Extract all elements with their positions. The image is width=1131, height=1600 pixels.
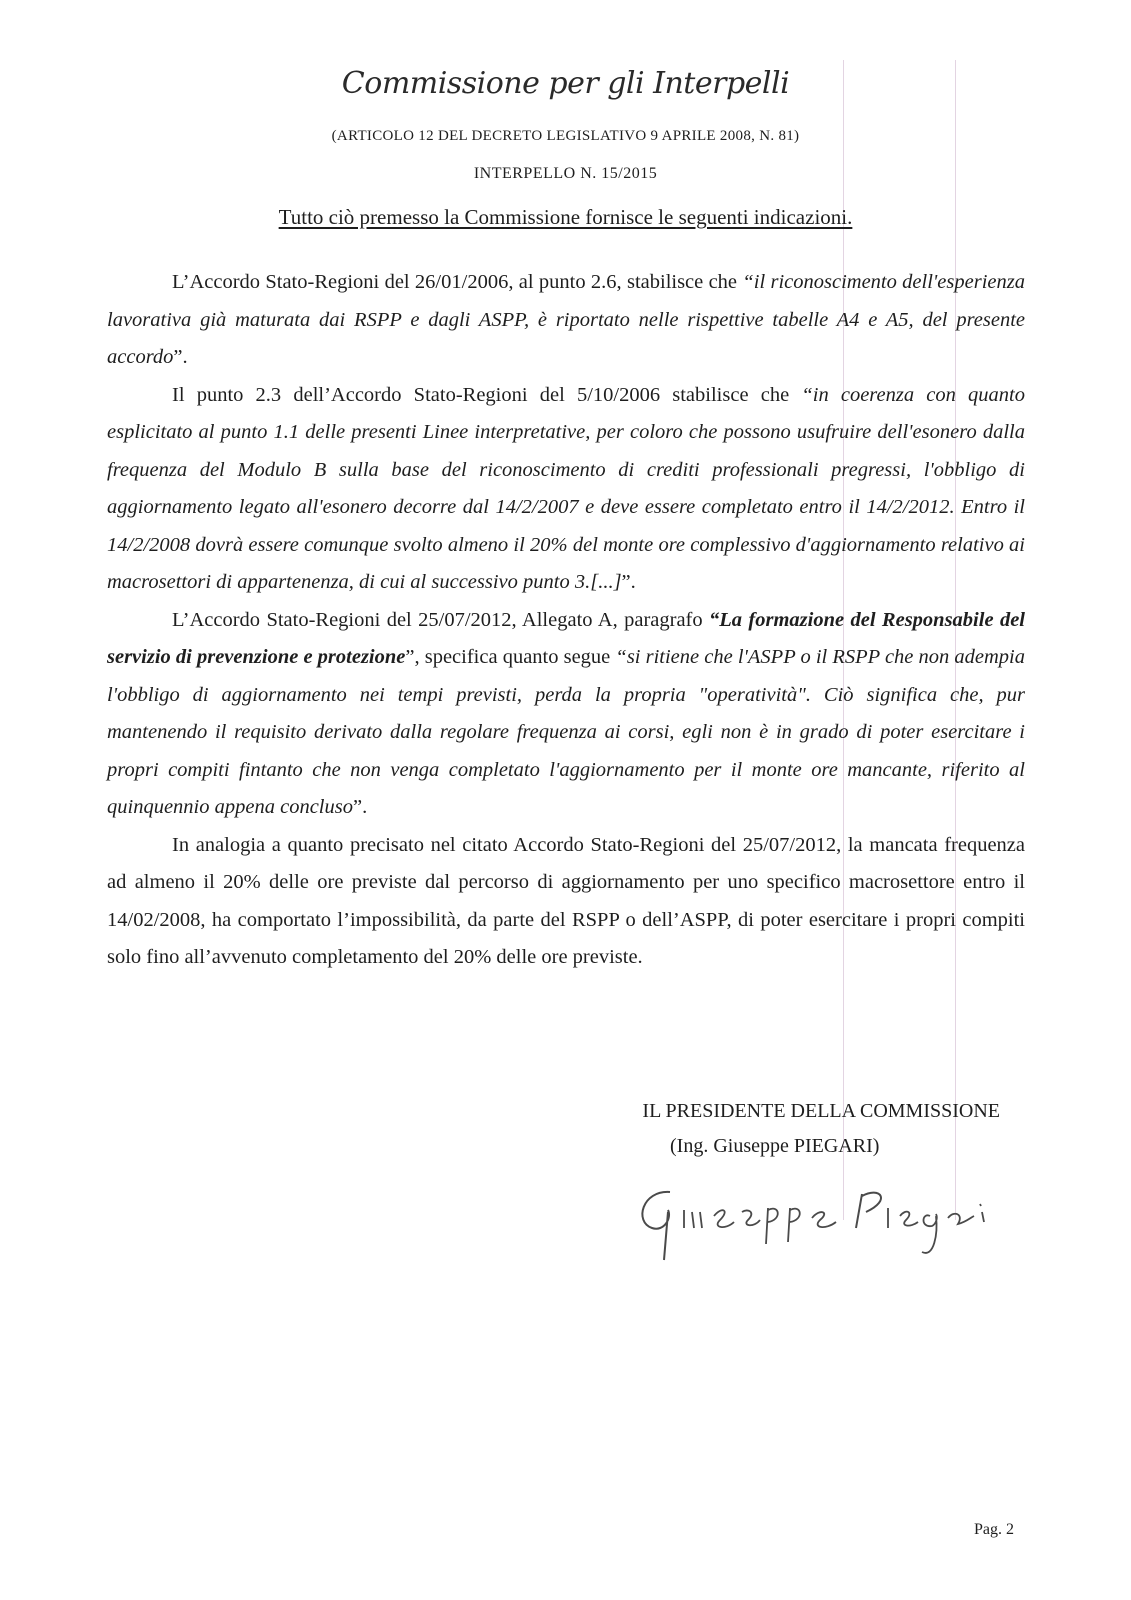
document-body <box>107 264 1025 977</box>
paragraph-2: Il punto 2.3 dell’Accordo Stato-Regioni del 5/10/2006 stabilisce che “in coerenza con quanto esplicitato al punto 1.1 delle presenti Linee interpretative, per coloro che possono usufruire dell'esonero dalla frequenza del Modulo B sulla base del riconoscimento di crediti professionali pregressi, l'obbligo di aggiornamento legato all'esonero decorre dal 14/2/2007 e deve essere completato entro il 14/2/2012. Entro il 14/2/2008 dovrà essere comunque svolto almeno il 20% del monte ore complessivo d'aggiornamento relativo ai macrosettori di appartenenza, di cui al successivo punto 3.[...]”. <box>107 383 1025 593</box>
handwritten-signature <box>630 1182 1000 1262</box>
signatory-title: IL PRESIDENTE DELLA COMMISSIONE <box>642 1100 1000 1122</box>
paragraph-4: In analogia a quanto precisato nel citato Accordo Stato-Regioni del 25/07/2012, la mancata frequenza ad almeno il 20% delle ore previste dal percorso di aggiornamento per uno specifico macrosettore entro il 14/02/2008, ha comportato l’impossibilità, da parte del RSPP o dell’ASPP, di poter esercitare i propri compiti solo fino all’avvenuto completamento del 20% delle ore previste. <box>107 833 1025 968</box>
signature-block <box>580 1100 1000 1158</box>
paragraph-3: L’Accordo Stato-Regioni del 25/07/2012, Allegato A, paragrafo “La formazione del Responsabile del servizio di prevenzione e protezione”, specifica quanto segue “si ritiene che l'ASPP o il RSPP che non adempia l'obbligo di aggiornamento nei tempi previsti, perda la propria "operatività". Ciò significa che, pur mantenendo il requisito derivato dalla regolare frequenza ai corsi, egli non è in grado di poter esercitare i propri compiti fintanto che non venga completato l'aggiornamento per il monte ore mancante, riferito al quinquennio appena concluso”. <box>107 608 1025 818</box>
signatory-name: (Ing. Giuseppe PIEGARI) <box>670 1135 880 1157</box>
premise-heading: Tutto ciò premesso la Commissione fornisce le seguenti indicazioni. <box>278 205 853 229</box>
paragraph-1: L’Accordo Stato-Regioni del 26/01/2006, al punto 2.6, stabilisce che “il riconoscimento dell'esperienza lavorativa già maturata dai RSPP e dagli ASPP, è riportato nelle rispettive tabelle A4 e A5, del presente accordo”. <box>107 271 1025 368</box>
interpello-number: INTERPELLO N. 15/2015 <box>473 165 658 182</box>
letterhead-title: Commissione per gli Interpelli <box>341 66 790 101</box>
legal-reference: (ARTICOLO 12 DEL DECRETO LEGISLATIVO 9 APRILE 2008, N. 81) <box>331 128 800 144</box>
page-number: Pag. 2 <box>974 1521 1014 1538</box>
